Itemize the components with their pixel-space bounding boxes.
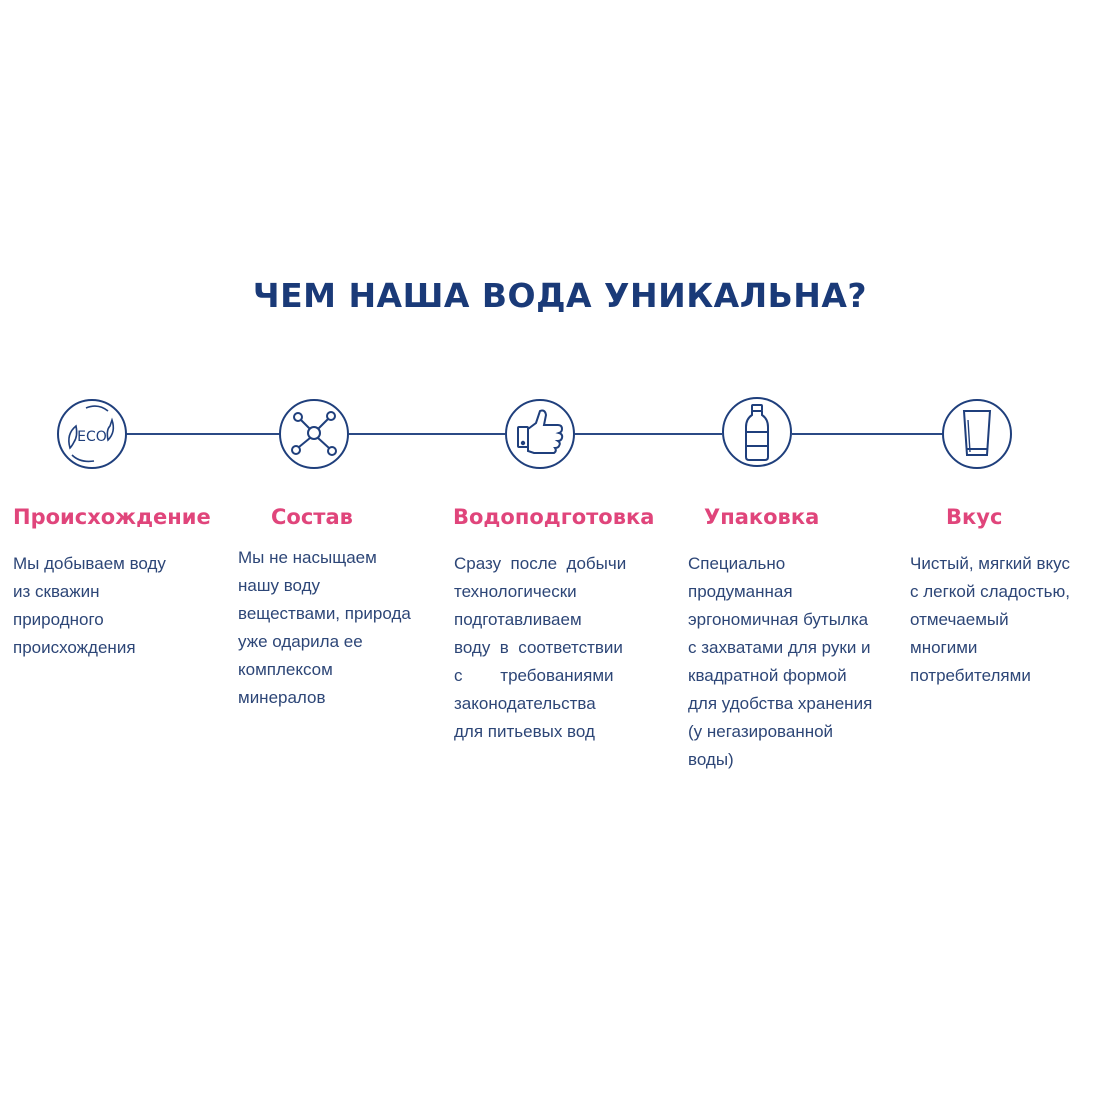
step-text-line: отмечаемый [910, 610, 1009, 629]
step-text-line: воды) [688, 750, 734, 769]
step-text-line: комплексом [238, 660, 333, 679]
step-heading: Происхождение [13, 505, 211, 529]
step-heading: Упаковка [704, 505, 820, 529]
step-text-line: с легкой сладостью, [910, 582, 1070, 601]
step-heading: Водоподготовка [453, 505, 655, 529]
step-text-line: потребителями [910, 666, 1031, 685]
step-description [454, 550, 626, 746]
step-text-line: с захватами для руки и [688, 638, 871, 657]
step-heading: Вкус [946, 505, 1003, 529]
step-description [13, 550, 166, 662]
step-text-line: подготавливаем [454, 610, 582, 629]
glass-icon [943, 400, 1011, 468]
step-text-line: многими [910, 638, 978, 657]
step-text-line: для удобства хранения [688, 694, 873, 713]
step-text-line: эргономичная бутылка [688, 610, 869, 629]
step-text-line: технологически [454, 582, 577, 601]
step-text-line: с требованиями [454, 666, 614, 685]
thumbs-up-icon [506, 400, 574, 468]
step-text-line: природного [13, 610, 104, 629]
step-text-line: воду в соответствии [454, 638, 623, 657]
eco-leaves-icon [58, 400, 126, 468]
step-text-line: минералов [238, 688, 326, 707]
step-text-line: веществами, природа [238, 604, 411, 623]
step-text-line: Мы не насыщаем [238, 548, 377, 567]
molecule-icon [280, 400, 348, 468]
step-text-line: из скважин [13, 582, 100, 601]
step-text-line: для питьевых вод [454, 722, 595, 741]
step-text-line: квадратной формой [688, 666, 847, 685]
step-text-line: Сразу после добычи [454, 554, 627, 573]
step-text-line: нашу воду [238, 576, 321, 595]
step-text-line: продуманная [688, 582, 793, 601]
step-description [910, 550, 1070, 690]
step-text-line: (у негазированной [688, 722, 834, 741]
step-text-line: происхождения [13, 638, 136, 657]
step-description [238, 544, 411, 712]
step-description [688, 550, 872, 774]
step-heading: Состав [271, 505, 353, 529]
step-text-line: уже одарила ее [238, 632, 363, 651]
eco-icon-text: ECO [77, 429, 107, 445]
step-text-line: Специально [688, 554, 786, 573]
step-text-line: Мы добываем воду [13, 554, 166, 573]
step-text-line: законодательства [454, 694, 596, 713]
bottle-icon [723, 398, 791, 466]
step-text-line: Чистый, мягкий вкус [910, 554, 1070, 573]
page-title: ЧЕМ НАША ВОДА УНИКАЛЬНА? [252, 276, 868, 315]
